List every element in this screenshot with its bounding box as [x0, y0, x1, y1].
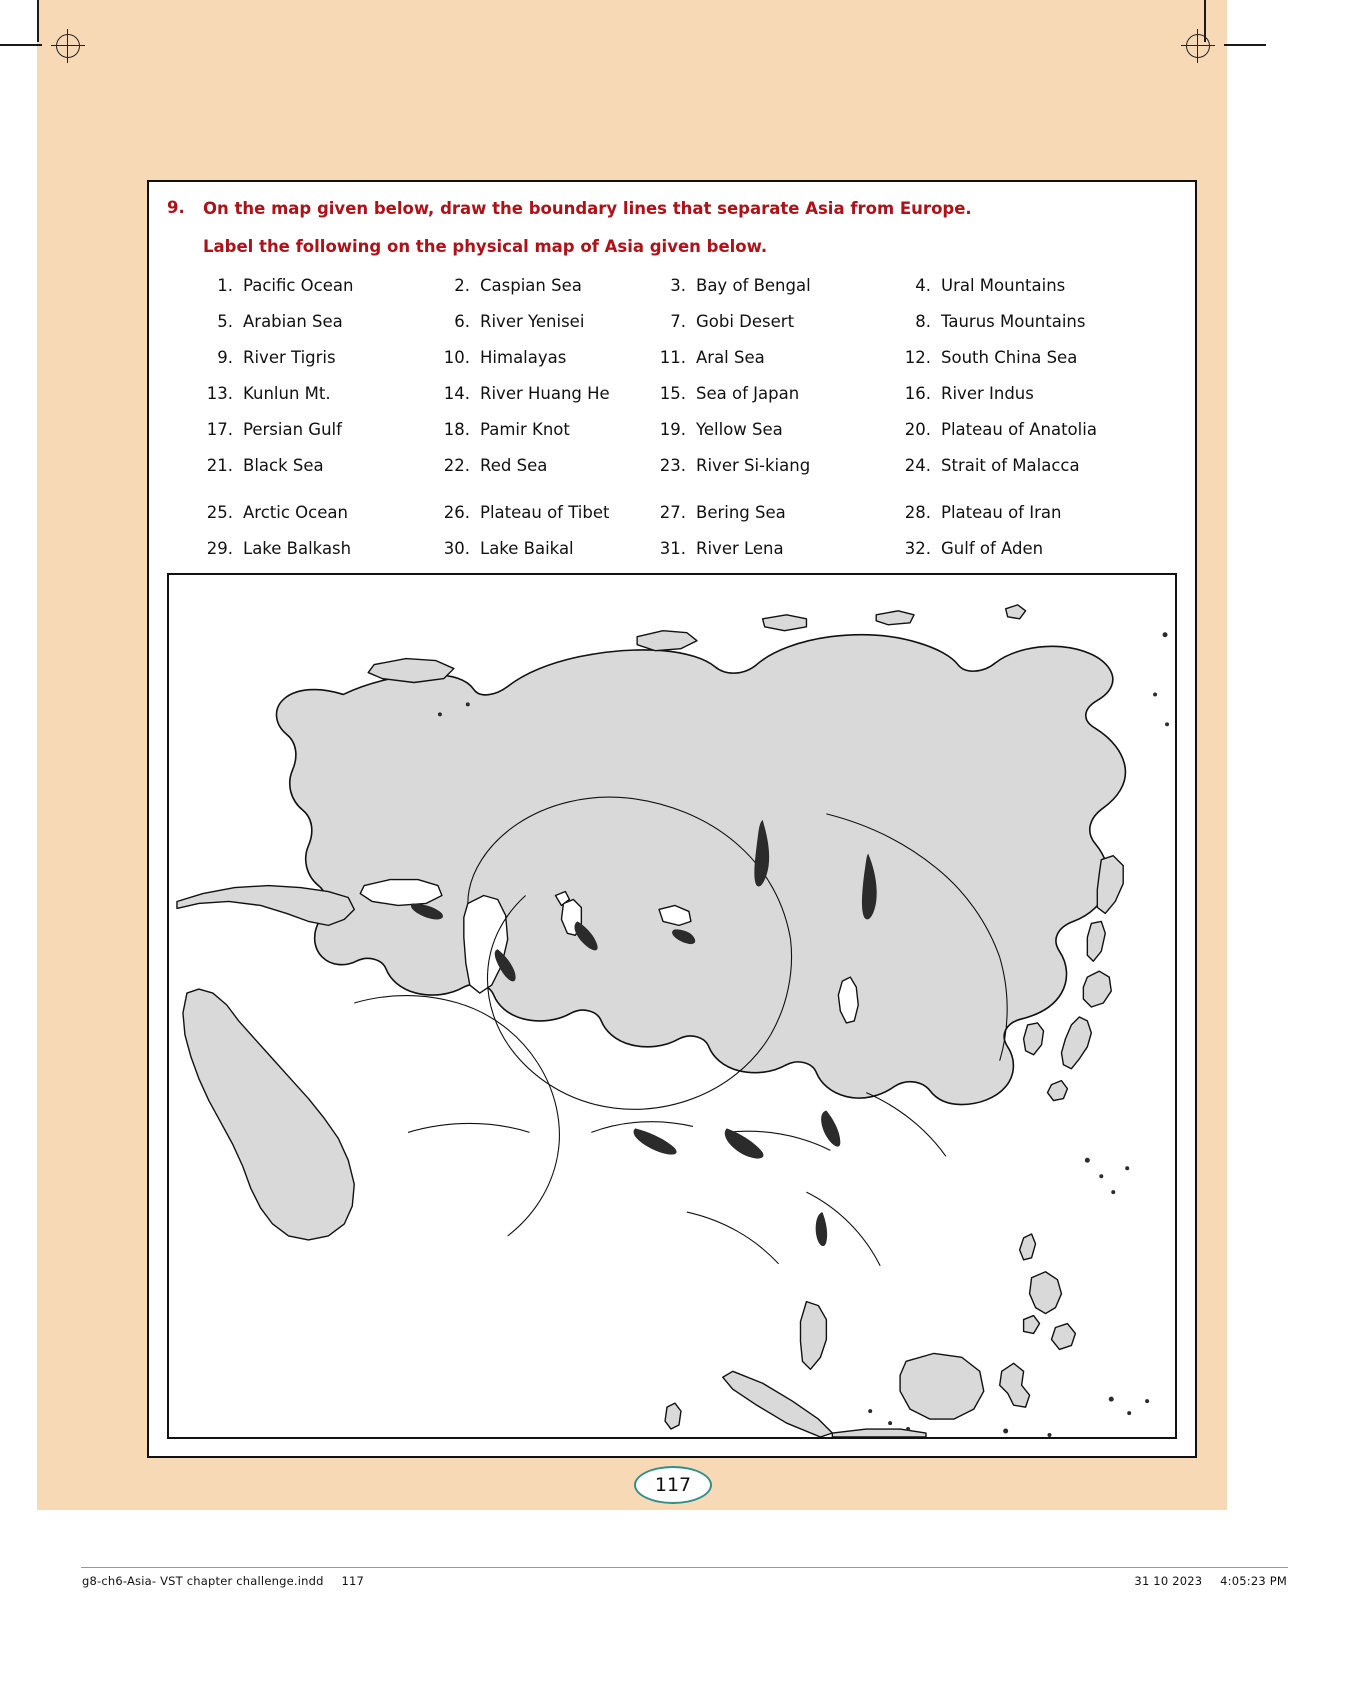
- list-item: [656, 539, 901, 558]
- list-item-number: 19.: [659, 420, 686, 440]
- page-footer-area: [0, 1510, 1365, 1689]
- list-item: [203, 312, 440, 331]
- list-item-label: Gulf of Aden: [941, 539, 1044, 559]
- list-item-label: River Lena: [696, 539, 784, 559]
- list-item-number: 30.: [443, 539, 470, 559]
- list-item: [656, 420, 901, 439]
- list-item-number: 25.: [206, 503, 233, 523]
- list-item-number: 1.: [217, 276, 233, 296]
- list-item-label: Bering Sea: [696, 503, 786, 523]
- list-item-number: 15.: [659, 384, 686, 404]
- list-item-label: River Indus: [941, 384, 1034, 404]
- list-item-label: Pamir Knot: [480, 420, 570, 440]
- list-item: [901, 456, 1185, 475]
- list-item: [901, 503, 1185, 522]
- sri-lanka: [665, 1403, 681, 1429]
- list-item: [440, 420, 656, 439]
- list-item-label: River Tigris: [243, 348, 336, 368]
- black-sea: [360, 880, 442, 906]
- list-item-label: Strait of Malacca: [941, 456, 1080, 476]
- list-item-number: 4.: [915, 276, 931, 296]
- list-item: [656, 456, 901, 475]
- page-right-margin: [1227, 0, 1365, 1510]
- list-item-number: 10.: [443, 348, 470, 368]
- list-item-label: Lake Baikal: [480, 539, 574, 559]
- list-item: [901, 384, 1185, 403]
- list-item: [203, 276, 440, 295]
- footer-time: 4:05:23 PM: [1220, 1574, 1287, 1588]
- footer-file-info: [82, 1574, 364, 1588]
- list-item-number: 17.: [206, 420, 233, 440]
- list-item-number: 27.: [659, 503, 686, 523]
- crop-mark-top-left-vertical: [37, 0, 39, 42]
- list-item-number: 26.: [443, 503, 470, 523]
- list-item-number: 23.: [659, 456, 686, 476]
- page-number-badge: 117: [634, 1466, 712, 1504]
- list-item-number: 12.: [904, 348, 931, 368]
- page-left-margin: [0, 0, 37, 1510]
- list-item: [656, 276, 901, 295]
- list-item-label: Himalayas: [480, 348, 567, 368]
- question-subprompt: Label the following on the physical map of Asia given below.: [203, 237, 768, 257]
- list-item-number: 14.: [443, 384, 470, 404]
- registration-mark-left-icon: [56, 34, 80, 58]
- list-item-number: 8.: [915, 312, 931, 332]
- list-item-label: Yellow Sea: [696, 420, 783, 440]
- list-item-number: 9.: [217, 348, 233, 368]
- list-item-label: River Yenisei: [480, 312, 585, 332]
- severnaya-zemlya: [763, 615, 807, 631]
- list-item-label: Arctic Ocean: [243, 503, 348, 523]
- footer-timestamp: [1134, 1574, 1287, 1588]
- list-item-number: 28.: [904, 503, 931, 523]
- list-item: [901, 312, 1185, 331]
- list-item: [203, 384, 440, 403]
- list-item: [440, 384, 656, 403]
- list-item-number: 32.: [904, 539, 931, 559]
- list-item: [203, 420, 440, 439]
- list-item: [203, 348, 440, 367]
- list-item: [901, 539, 1185, 558]
- list-item: [440, 456, 656, 475]
- list-item-label: Plateau of Anatolia: [941, 420, 1097, 440]
- list-item-label: Lake Balkash: [243, 539, 352, 559]
- list-item-label: Ural Mountains: [941, 276, 1066, 296]
- list-item-label: Gobi Desert: [696, 312, 795, 332]
- list-item-number: 31.: [659, 539, 686, 559]
- footer-page: 117: [341, 1574, 365, 1588]
- list-item-number: 2.: [454, 276, 470, 296]
- list-item-number: 11.: [659, 348, 686, 368]
- list-item-number: 18.: [443, 420, 470, 440]
- list-item: [203, 539, 440, 558]
- footer-filename: g8-ch6-Asia- VST chapter challenge.indd: [82, 1574, 324, 1588]
- exercise-frame: [147, 180, 1197, 1458]
- question-heading: [149, 198, 1195, 219]
- list-item-number: 22.: [443, 456, 470, 476]
- list-item-label: South China Sea: [941, 348, 1078, 368]
- footer-divider: [81, 1567, 1288, 1568]
- list-item: [901, 420, 1185, 439]
- list-item: [440, 539, 656, 558]
- asia-map-svg: [169, 575, 1175, 1437]
- list-item-number: 3.: [670, 276, 686, 296]
- list-item: [440, 348, 656, 367]
- list-item-number: 5.: [217, 312, 233, 332]
- list-item-label: Aral Sea: [696, 348, 765, 368]
- list-item-number: 13.: [206, 384, 233, 404]
- list-item-label: Red Sea: [480, 456, 548, 476]
- list-item-label: Black Sea: [243, 456, 324, 476]
- list-item: [901, 348, 1185, 367]
- label-items-list: [149, 276, 1195, 558]
- list-item-number: 20.: [904, 420, 931, 440]
- list-item-label: Pacific Ocean: [243, 276, 354, 296]
- list-item-label: Persian Gulf: [243, 420, 342, 440]
- list-item-number: 21.: [206, 456, 233, 476]
- list-item: [440, 276, 656, 295]
- asia-outline-map: [167, 573, 1177, 1439]
- list-item-number: 7.: [670, 312, 686, 332]
- list-item-number: 16.: [904, 384, 931, 404]
- list-item-label: Plateau of Iran: [941, 503, 1062, 523]
- question-number: 9.: [167, 198, 185, 217]
- list-item: [203, 456, 440, 475]
- list-item: [656, 384, 901, 403]
- list-item: [203, 503, 440, 522]
- list-item-number: 6.: [454, 312, 470, 332]
- list-item-label: Sea of Japan: [696, 384, 800, 404]
- list-item: [656, 503, 901, 522]
- question-block: [149, 182, 1195, 256]
- crop-mark-top-left-horizontal: [0, 44, 42, 46]
- question-prompt: On the map given below, draw the boundary lines that separate Asia from Europe.: [203, 199, 972, 218]
- registration-mark-right-icon: [1186, 34, 1210, 58]
- list-item-label: Caspian Sea: [480, 276, 582, 296]
- list-item: [656, 312, 901, 331]
- crop-mark-top-right-horizontal: [1224, 44, 1266, 46]
- list-item-number: 29.: [206, 539, 233, 559]
- list-item-label: Kunlun Mt.: [243, 384, 331, 404]
- list-item-label: Bay of Bengal: [696, 276, 811, 296]
- list-item: [901, 276, 1185, 295]
- list-item: [440, 503, 656, 522]
- list-item-label: River Si-kiang: [696, 456, 811, 476]
- list-item: [656, 348, 901, 367]
- list-item-label: Plateau of Tibet: [480, 503, 610, 523]
- list-item: [440, 312, 656, 331]
- footer-date: 31 10 2023: [1134, 1574, 1203, 1588]
- list-item-label: Taurus Mountains: [941, 312, 1086, 332]
- list-item-number: 24.: [904, 456, 931, 476]
- list-item-label: River Huang He: [480, 384, 610, 404]
- list-item-label: Arabian Sea: [243, 312, 343, 332]
